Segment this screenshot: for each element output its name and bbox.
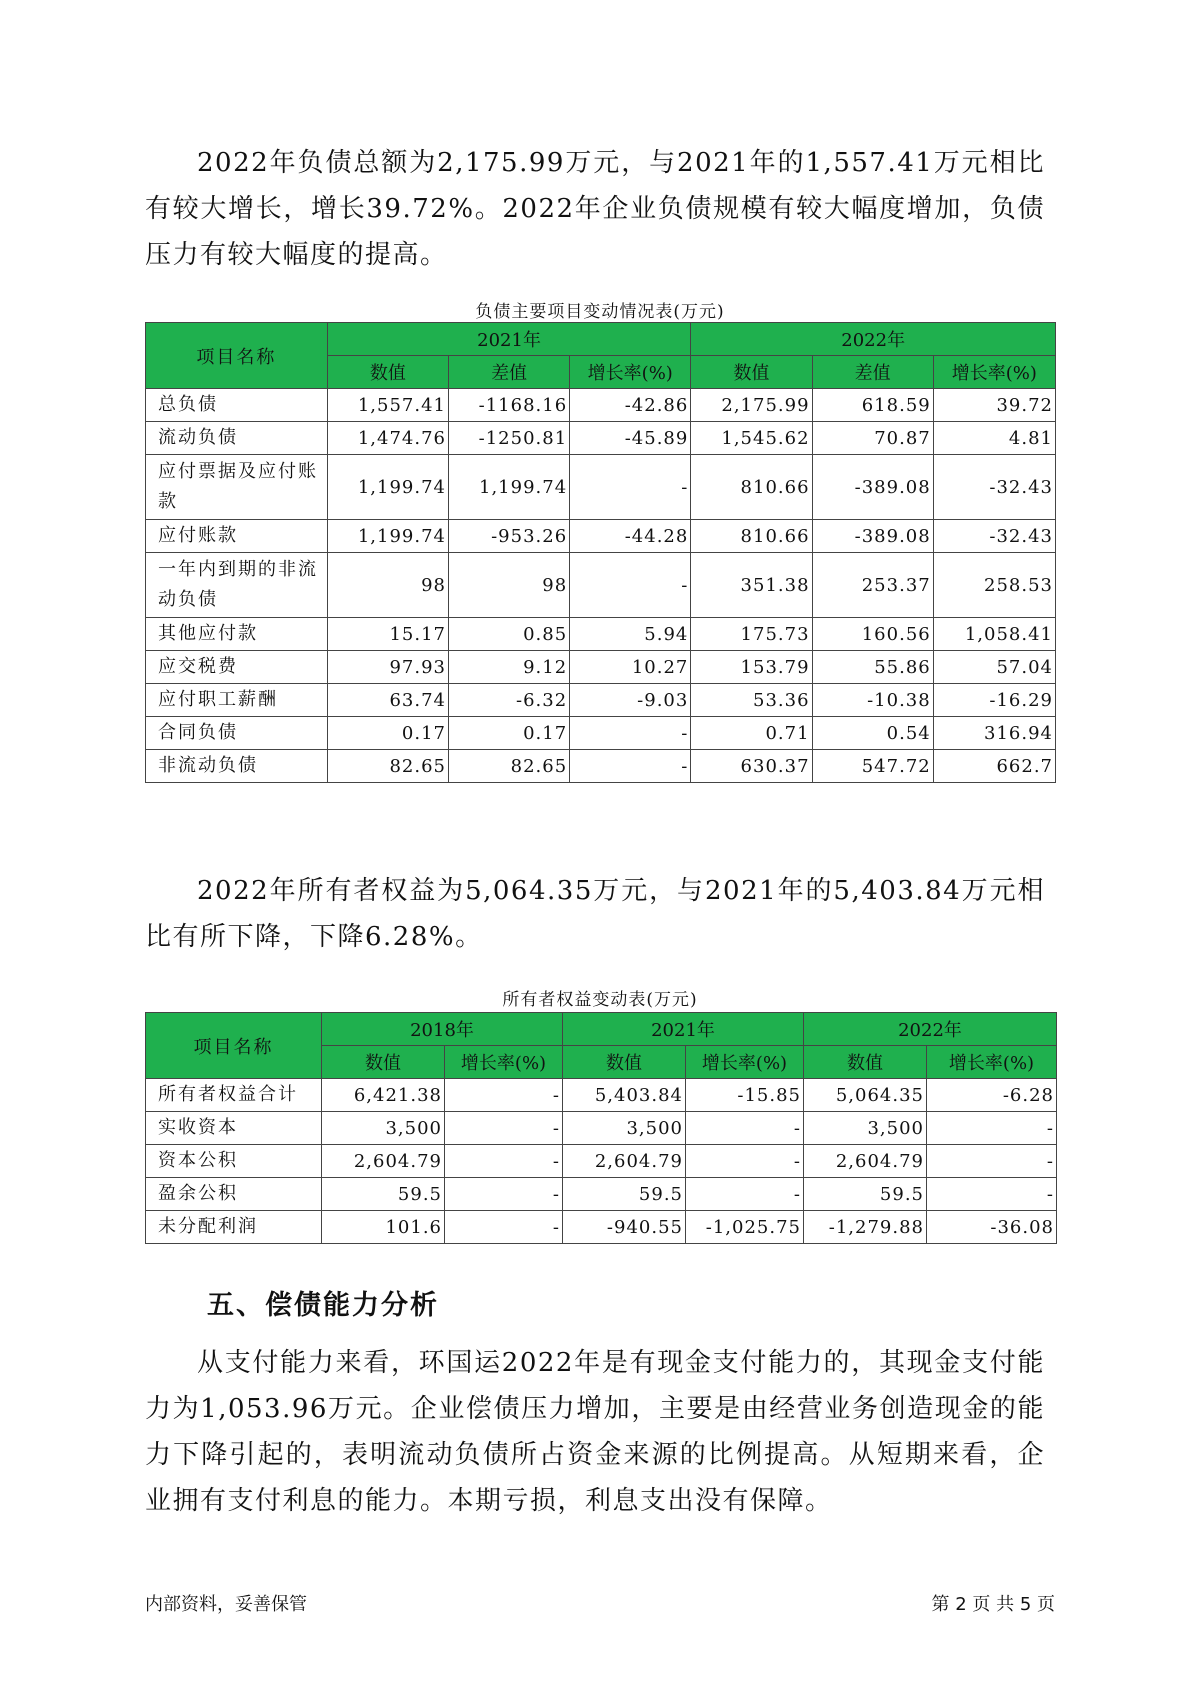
paragraph-liabilities: 2022年负债总额为2,175.99万元，与2021年的1,557.41万元相比有较大增长，增长39.72%。2022年企业负债规模有较大幅度增加，负债压力有较大幅度的提高。 [145, 148, 1045, 270]
cell-value: 98 [327, 553, 448, 618]
cell-value: 3,500 [563, 1112, 686, 1145]
table-row [146, 389, 1056, 422]
cell-value: - [686, 1178, 804, 1211]
row-label: 总负债 [146, 389, 328, 422]
cell-value: - [445, 1211, 563, 1244]
cell-value: 39.72 [933, 389, 1055, 422]
cell-value: 1,199.74 [448, 455, 569, 520]
table-row [146, 1211, 1057, 1244]
cell-value: 810.66 [691, 455, 812, 520]
cell-value: 97.93 [327, 651, 448, 684]
cell-value: - [445, 1178, 563, 1211]
cell-value: 2,175.99 [691, 389, 812, 422]
cell-value: - [686, 1145, 804, 1178]
cell-value: 662.7 [933, 750, 1055, 783]
table-row [146, 520, 1056, 553]
table2-year-header: 2022年 [804, 1013, 1057, 1046]
table2-year-header: 2018年 [322, 1013, 563, 1046]
cell-value: 3,500 [804, 1112, 927, 1145]
row-label: 合同负债 [146, 717, 328, 750]
table1-sub-header: 增长率(%) [570, 356, 691, 389]
cell-value: 0.17 [448, 717, 569, 750]
cell-value: 153.79 [691, 651, 812, 684]
row-label: 非流动负债 [146, 750, 328, 783]
cell-value: 82.65 [448, 750, 569, 783]
cell-value: 59.5 [322, 1178, 445, 1211]
cell-value: 618.59 [812, 389, 933, 422]
cell-value: 2,604.79 [804, 1145, 927, 1178]
cell-value: -6.28 [927, 1079, 1057, 1112]
cell-value: 53.36 [691, 684, 812, 717]
cell-value: 1,058.41 [933, 618, 1055, 651]
footer-confidential-note: 内部资料，妥善保管 [145, 1594, 307, 1615]
cell-value: 253.37 [812, 553, 933, 618]
table2-sub-header: 数值 [322, 1046, 445, 1079]
cell-value: 1,545.62 [691, 422, 812, 455]
equity-table [145, 1012, 1057, 1244]
row-label: 其他应付款 [146, 618, 328, 651]
cell-value: -6.32 [448, 684, 569, 717]
cell-value: 59.5 [804, 1178, 927, 1211]
cell-value: 70.87 [812, 422, 933, 455]
section-heading: 五、偿债能力分析 [207, 1290, 439, 1321]
cell-value: 258.53 [933, 553, 1055, 618]
cell-value: 175.73 [691, 618, 812, 651]
cell-value: - [570, 553, 691, 618]
cell-value: 2,604.79 [563, 1145, 686, 1178]
table1-sub-header: 数值 [691, 356, 812, 389]
cell-value: - [927, 1178, 1057, 1211]
row-label: 一年内到期的非流动负债 [146, 553, 328, 618]
cell-value: 3,500 [322, 1112, 445, 1145]
table1-name-header: 项目名称 [146, 323, 328, 389]
cell-value: - [445, 1145, 563, 1178]
cell-value: 1,557.41 [327, 389, 448, 422]
cell-value: 1,199.74 [327, 455, 448, 520]
cell-value: -44.28 [570, 520, 691, 553]
cell-value: 5.94 [570, 618, 691, 651]
row-label: 未分配利润 [146, 1211, 322, 1244]
cell-value: -940.55 [563, 1211, 686, 1244]
cell-value: 630.37 [691, 750, 812, 783]
row-label: 所有者权益合计 [146, 1079, 322, 1112]
row-label: 应付账款 [146, 520, 328, 553]
cell-value: - [445, 1112, 563, 1145]
cell-value: - [445, 1079, 563, 1112]
table2-sub-header: 增长率(%) [445, 1046, 563, 1079]
cell-value: 0.17 [327, 717, 448, 750]
table1-sub-header: 差值 [448, 356, 569, 389]
cell-value: -953.26 [448, 520, 569, 553]
cell-value: 5,403.84 [563, 1079, 686, 1112]
cell-value: 0.85 [448, 618, 569, 651]
table2-year-header: 2021年 [563, 1013, 804, 1046]
paragraph-solvency: 从支付能力来看，环国运2022年是有现金支付能力的，其现金支付能力为1,053.96万元。企业偿债压力增加，主要是由经营业务创造现金的能力下降引起的，表明流动负债所占资金来源的比例提高。从短期来看，企业拥有支付利息的能力。本期亏损，利息支出没有保障。 [145, 1348, 1045, 1516]
cell-value: 55.86 [812, 651, 933, 684]
cell-value: -32.43 [933, 520, 1055, 553]
table1-caption: 负债主要项目变动情况表(万元) [475, 302, 725, 322]
cell-value: 316.94 [933, 717, 1055, 750]
row-label: 实收资本 [146, 1112, 322, 1145]
table2-sub-header: 增长率(%) [686, 1046, 804, 1079]
cell-value: -1250.81 [448, 422, 569, 455]
paragraph-equity: 2022年所有者权益为5,064.35万元，与2021年的5,403.84万元相比有所下降，下降6.28%。 [145, 876, 1045, 952]
table1-sub-header: 差值 [812, 356, 933, 389]
table-row [146, 1079, 1057, 1112]
cell-value: - [686, 1112, 804, 1145]
table-row [146, 422, 1056, 455]
table-row [146, 1178, 1057, 1211]
cell-value: - [570, 750, 691, 783]
cell-value: 57.04 [933, 651, 1055, 684]
table-row [146, 651, 1056, 684]
table1-year-header: 2022年 [691, 323, 1056, 356]
table-row [146, 750, 1056, 783]
liabilities-table [145, 322, 1056, 783]
cell-value: -42.86 [570, 389, 691, 422]
cell-value: -32.43 [933, 455, 1055, 520]
cell-value: -9.03 [570, 684, 691, 717]
cell-value: -389.08 [812, 520, 933, 553]
row-label: 应交税费 [146, 651, 328, 684]
cell-value: 547.72 [812, 750, 933, 783]
cell-value: -1,025.75 [686, 1211, 804, 1244]
cell-value: -16.29 [933, 684, 1055, 717]
table1-sub-header: 增长率(%) [933, 356, 1055, 389]
cell-value: 15.17 [327, 618, 448, 651]
table1-sub-header: 数值 [327, 356, 448, 389]
table1-year-header: 2021年 [327, 323, 691, 356]
table2-caption: 所有者权益变动表(万元) [502, 990, 698, 1010]
cell-value: 810.66 [691, 520, 812, 553]
table-row [146, 717, 1056, 750]
cell-value: 101.6 [322, 1211, 445, 1244]
cell-value: 9.12 [448, 651, 569, 684]
table2-sub-header: 增长率(%) [927, 1046, 1057, 1079]
cell-value: 10.27 [570, 651, 691, 684]
row-label: 应付票据及应付账款 [146, 455, 328, 520]
cell-value: - [927, 1145, 1057, 1178]
cell-value: -389.08 [812, 455, 933, 520]
table-row [146, 455, 1056, 520]
cell-value: 351.38 [691, 553, 812, 618]
table-row [146, 618, 1056, 651]
cell-value: 6,421.38 [322, 1079, 445, 1112]
cell-value: 59.5 [563, 1178, 686, 1211]
cell-value: -15.85 [686, 1079, 804, 1112]
cell-value: 2,604.79 [322, 1145, 445, 1178]
cell-value: 5,064.35 [804, 1079, 927, 1112]
cell-value: 1,199.74 [327, 520, 448, 553]
table2-name-header: 项目名称 [146, 1013, 322, 1079]
table-row [146, 1112, 1057, 1145]
cell-value: -36.08 [927, 1211, 1057, 1244]
page-number: 第 2 页 共 5 页 [931, 1594, 1055, 1615]
cell-value: 63.74 [327, 684, 448, 717]
cell-value: - [570, 455, 691, 520]
table2-sub-header: 数值 [804, 1046, 927, 1079]
cell-value: 0.71 [691, 717, 812, 750]
cell-value: 98 [448, 553, 569, 618]
cell-value: 82.65 [327, 750, 448, 783]
cell-value: -10.38 [812, 684, 933, 717]
row-label: 资本公积 [146, 1145, 322, 1178]
table-row [146, 1145, 1057, 1178]
cell-value: 160.56 [812, 618, 933, 651]
table-row [146, 684, 1056, 717]
table2-sub-header: 数值 [563, 1046, 686, 1079]
cell-value: -45.89 [570, 422, 691, 455]
cell-value: -1168.16 [448, 389, 569, 422]
cell-value: 1,474.76 [327, 422, 448, 455]
cell-value: 4.81 [933, 422, 1055, 455]
cell-value: - [927, 1112, 1057, 1145]
cell-value: -1,279.88 [804, 1211, 927, 1244]
table-row [146, 553, 1056, 618]
row-label: 应付职工薪酬 [146, 684, 328, 717]
row-label: 盈余公积 [146, 1178, 322, 1211]
cell-value: 0.54 [812, 717, 933, 750]
row-label: 流动负债 [146, 422, 328, 455]
cell-value: - [570, 717, 691, 750]
